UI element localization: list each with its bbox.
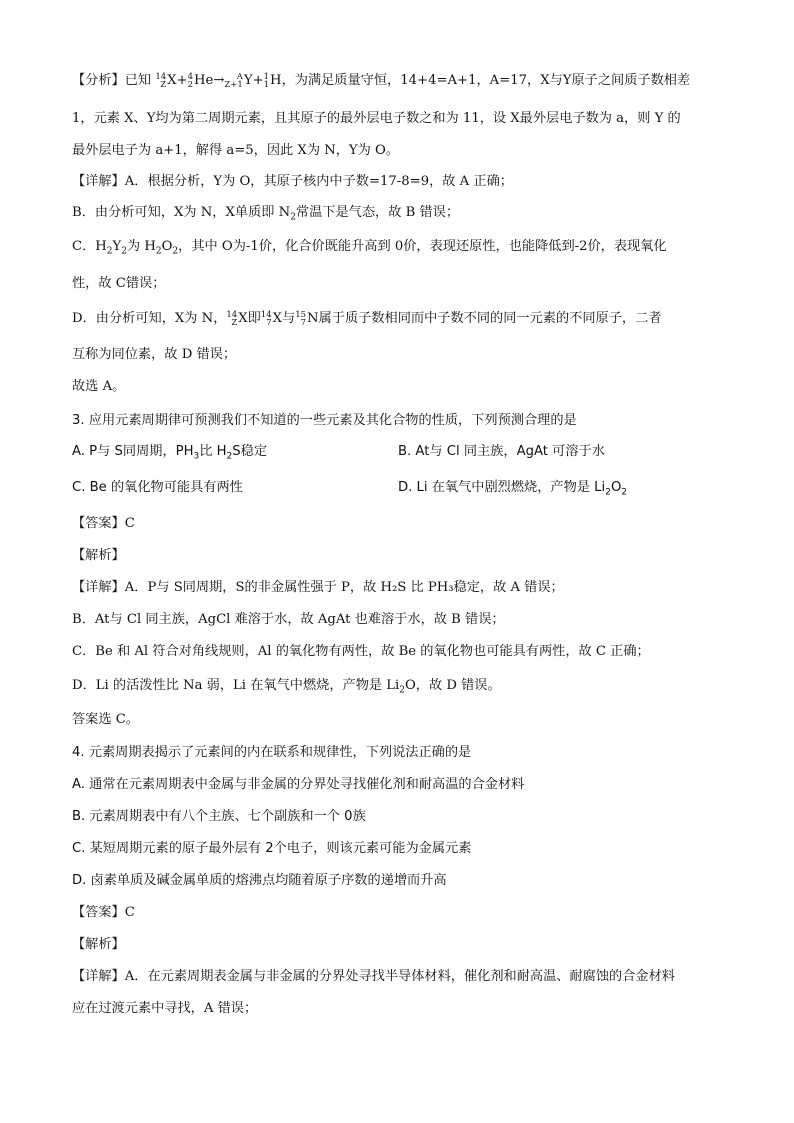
q3-option-B: B. At与 Cl 同主族，AgAt 可溶于水: [398, 444, 605, 459]
q3-detail-D: [72, 677, 501, 695]
formula-H: H: [95, 239, 107, 254]
plus: +: [176, 73, 188, 88]
arrow: →: [213, 73, 225, 88]
analysis-line-1: [72, 72, 690, 90]
symbol: X: [238, 311, 248, 326]
subscript: 2: [121, 246, 127, 257]
subscript: 2: [290, 212, 296, 223]
text: D．Li 的活泼性比 Na 弱，Li 在氧气中燃烧，产物是 Li: [72, 678, 400, 693]
q4-option-D: D. 卤素单质及碱金属单质的熔沸点均随着原子序数的递增而升高: [72, 873, 447, 888]
plus: +: [252, 73, 264, 88]
conclusion-2: 故选 A。: [72, 379, 126, 394]
text: 属于质子数相同而中子数不同的同一元素的不同原子，二者: [318, 311, 662, 326]
q4-analysis-heading: 【解析】: [72, 937, 125, 952]
symbol: X: [272, 311, 283, 326]
formula-Y: Y: [112, 239, 122, 254]
question-4: 4. 元素周期表揭示了元素间的内在联系和规律性，下列说法正确的是: [72, 745, 472, 760]
nuclide-X: [155, 72, 176, 90]
mass-number: 14: [226, 309, 238, 320]
nuclide-X-7: [261, 310, 282, 328]
detail-line-D-cont: 互称为同位素，故 D 错误；: [72, 347, 237, 362]
detail-line-A: 【详解】A．根据分析，Y为 O，其原子核内中子数=17-8=9，故 A 正确；: [72, 174, 513, 189]
atomic-number: 2: [187, 79, 194, 90]
text: D. Li 在氧气中剧烈燃烧，产物是 Li: [398, 480, 606, 495]
symbol: H: [270, 73, 282, 88]
atomic-number: 7: [300, 317, 307, 328]
atomic-number: 1: [263, 79, 270, 90]
q3-option-D: [398, 479, 627, 497]
q3-detail-C: C．Be 和 Al 符合对角线规则，Al 的氧化物有两性，故 Be 的氧化物也可能具有两性，故 C 正确；: [72, 644, 650, 659]
mass-number: 14: [260, 309, 272, 320]
q3-option-A: [72, 443, 267, 461]
subscript: 2: [399, 685, 405, 696]
text: S稳定: [232, 444, 268, 459]
text: D．由分析可知，X为 N，: [72, 311, 227, 326]
text: B．由分析可知，X为 N，X单质即 N: [72, 205, 291, 220]
text: 为 H: [126, 239, 156, 254]
subscript: 2: [106, 246, 113, 257]
text: A. P与 S同周期，PH: [72, 444, 194, 459]
mass-number: 4: [187, 71, 194, 82]
text: O，故 D 错误。: [404, 678, 501, 693]
subscript: 2: [172, 246, 179, 257]
nuclide-Y: [224, 72, 252, 90]
q4-detail-A: 【详解】A．在元素周期表金属与非金属的分界处寻找半导体材料，催化剂和耐高温、耐腐蚀的合金材料: [72, 969, 675, 984]
subscript: 2: [226, 451, 233, 462]
nuclide-He: [188, 72, 214, 90]
nuclide-H: [264, 72, 282, 90]
text: 与: [282, 311, 296, 326]
subscript: 2: [155, 246, 162, 257]
text: O: [610, 480, 622, 495]
mass-number: 1: [263, 71, 270, 82]
question-3: 3. 应用元素周期律可预测我们不知道的一些元素及其化合物的性质，下列预测合理的是: [72, 413, 577, 428]
symbol: Y: [243, 73, 253, 88]
text: 即: [247, 311, 261, 326]
detail-line-C: [72, 238, 667, 256]
mass-number: 14: [155, 71, 167, 82]
text: 【分析】已知: [72, 73, 156, 88]
subscript: 2: [621, 487, 628, 498]
symbol: N: [307, 311, 319, 326]
atomic-number: Z: [160, 79, 167, 90]
q4-option-B: B. 元素周期表中有八个主族、七个副族和一个 0族: [72, 809, 366, 824]
analysis-line-3: 最外层电子为 a+1，解得 a=5，因此 X为 N，Y为 O。: [72, 143, 400, 158]
atomic-number: 7: [266, 317, 272, 328]
mass-number: 15: [295, 309, 307, 320]
q4-detail-A-cont: 应在过渡元素中寻找，A 错误；: [72, 1001, 258, 1016]
nuclide-N-15: [295, 310, 318, 328]
q3-conclusion: 答案选 C。: [72, 712, 140, 727]
q4-option-C: C. 某短周期元素的原子最外层有 2个电子，则该元素可能为金属元素: [72, 841, 472, 856]
detail-line-D: [72, 310, 661, 328]
text: ，为满足质量守恒，14+4=A+1，A=17，X与Y原子之间质子数相差: [281, 73, 691, 88]
text: C．: [72, 239, 96, 254]
nuclide-X: [226, 310, 247, 328]
q3-detail-A: 【详解】A．P与 S同周期，S的非金属性强于 P，故 H₂S 比 PH₃稳定，故 A 错误；: [72, 580, 564, 595]
detail-line-B: [72, 204, 459, 222]
symbol: He: [194, 73, 214, 88]
q3-answer: 【答案】C: [72, 516, 135, 531]
detail-line-C-cont: 性，故 C错误；: [72, 276, 166, 291]
text: ，其中 O为-1价，化合价既能升高到 0价，表现还原性，也能降低到-2价，表现氧化: [178, 239, 667, 254]
text: 比 H: [199, 444, 227, 459]
q3-analysis-heading: 【解析】: [72, 548, 125, 563]
text: O: [161, 239, 173, 254]
q4-option-A: A. 通常在元素周期表中金属与非金属的分界处寻找催化剂和耐高温的合金材料: [72, 777, 525, 792]
text: 常温下是气态，故 B 错误；: [295, 205, 460, 220]
analysis-line-2: 1，元素 X、Y均为第二周期元素，且其原子的最外层电子数之和为 11，设 X最外层电子数为 a，则 Y 的: [72, 111, 681, 126]
mass-number: A: [236, 71, 243, 82]
q4-answer: 【答案】C: [72, 905, 135, 920]
symbol: X: [167, 73, 177, 88]
subscript: 3: [193, 451, 200, 462]
q3-detail-B: B．At与 Cl 同主族，AgCl 难溶于水，故 AgAt 也难溶于水，故 B 错误；: [72, 612, 505, 627]
q3-option-C: C. Be 的氧化物可能具有两性: [72, 480, 243, 495]
atomic-number: Z+1: [224, 79, 243, 90]
atomic-number: Z: [231, 317, 238, 328]
subscript: 2: [605, 487, 611, 498]
